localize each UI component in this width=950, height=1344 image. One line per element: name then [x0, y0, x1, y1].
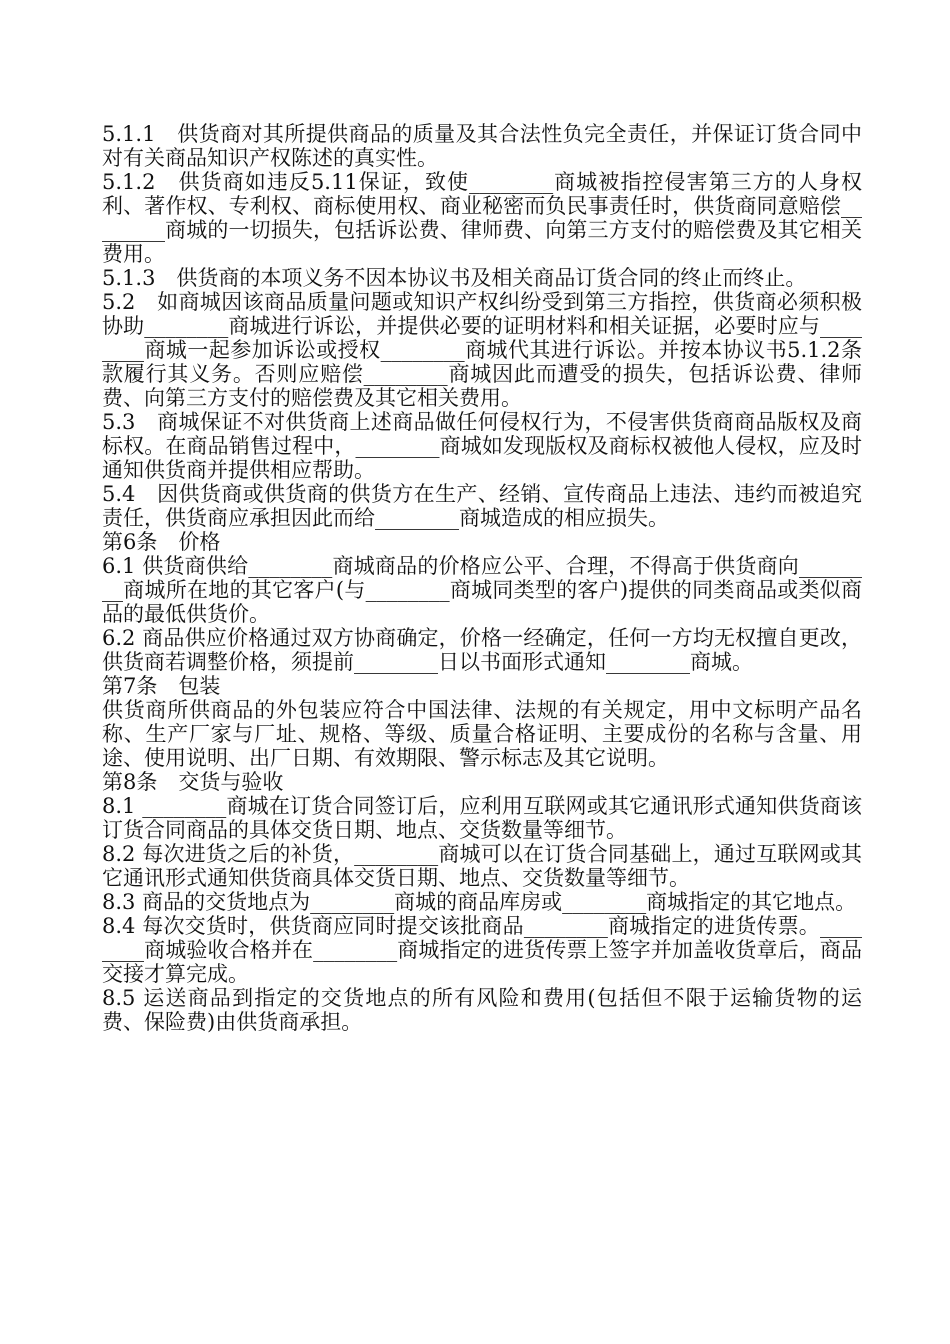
clause-5-2: 5.2 如商城因该商品质量问题或知识产权纠纷受到第三方指控，供货商必须积极协助________商城进行诉讼，并提供必要的证明材料和相关证据，必要时应与________商城一起参加诉讼或授权________商城代其进行诉讼。并按本协议书5.1.2条款履行其义务。否则应赔偿________商城因此而遭受的损失，包括诉讼费、律师费、向第三方支付的赔偿费及其它相关费用。: [102, 290, 862, 410]
clause-5-1-2: 5.1.2 供货商如违反5.11保证，致使________商城被指控侵害第三方的人身权利、著作权、专利权、商标使用权、商业秘密而负民事责任时，供货商同意赔偿________商城的一切损失，包括诉讼费、律师费、向第三方支付的赔偿费及其它相关费用。: [102, 170, 862, 266]
article-7-heading: 第7条 包装: [102, 674, 221, 698]
article-6-heading: 第6条 价格: [102, 530, 221, 554]
clause-8-5: 8.5 运送商品到指定的交货地点的所有风险和费用(包括但不限于运输货物的运费、保险费)由供货商承担。: [102, 986, 862, 1034]
document-page: [102, 122, 862, 1034]
clause-6-1: 6.1 供货商供给________商城商品的价格应公平、合理，不得高于供货商向________商城所在地的其它客户(与________商城同类型的客户)提供的同类商品或类似商品的最低供货价。: [102, 554, 862, 626]
clause-5-3: 5.3 商城保证不对供货商上述商品做任何侵权行为，不侵害供货商商品版权及商标权。在商品销售过程中，________商城如发现版权及商标权被他人侵权，应及时通知供货商并提供相应帮助。: [102, 410, 862, 482]
article-8-heading: 第8条 交货与验收: [102, 770, 284, 794]
clause-6-2: 6.2 商品供应价格通过双方协商确定，价格一经确定，任何一方均无权擅自更改，供货商若调整价格，须提前________日以书面形式通知________商城。: [102, 626, 862, 674]
clause-8-3: 8.3 商品的交货地点为________商城的商品库房或________商城指定的其它地点。: [102, 890, 857, 914]
clause-5-1-3: 5.1.3 供货商的本项义务不因本协议书及相关商品订货合同的终止而终止。: [102, 266, 807, 290]
article-7-body: 供货商所供商品的外包装应符合中国法律、法规的有关规定，用中文标明产品名称、生产厂家与厂址、规格、等级、质量合格证明、主要成份的名称与含量、用途、使用说明、出厂日期、有效期限、警示标志及其它说明。: [102, 698, 862, 770]
clause-8-2: 8.2 每次进货之后的补货，________商城可以在订货合同基础上，通过互联网或其它通讯形式通知供货商具体交货日期、地点、交货数量等细节。: [102, 842, 862, 890]
clause-5-1-1: 5.1.1 供货商对其所提供商品的质量及其合法性负完全责任，并保证订货合同中对有关商品知识产权陈述的真实性。: [102, 122, 862, 170]
clause-8-4: 8.4 每次交货时，供货商应同时提交该批商品________商城指定的进货传票。________商城验收合格并在________商城指定的进货传票上签字并加盖收货章后，商品交接才算完成。: [102, 914, 862, 986]
clause-8-1: 8.1 ________商城在订货合同签订后，应利用互联网或其它通讯形式通知供货商该订货合同商品的具体交货日期、地点、交货数量等细节。: [102, 794, 862, 842]
clause-5-4: 5.4 因供货商或供货商的供货方在生产、经销、宣传商品上违法、违约而被追究责任，供货商应承担因此而给________商城造成的相应损失。: [102, 482, 862, 530]
